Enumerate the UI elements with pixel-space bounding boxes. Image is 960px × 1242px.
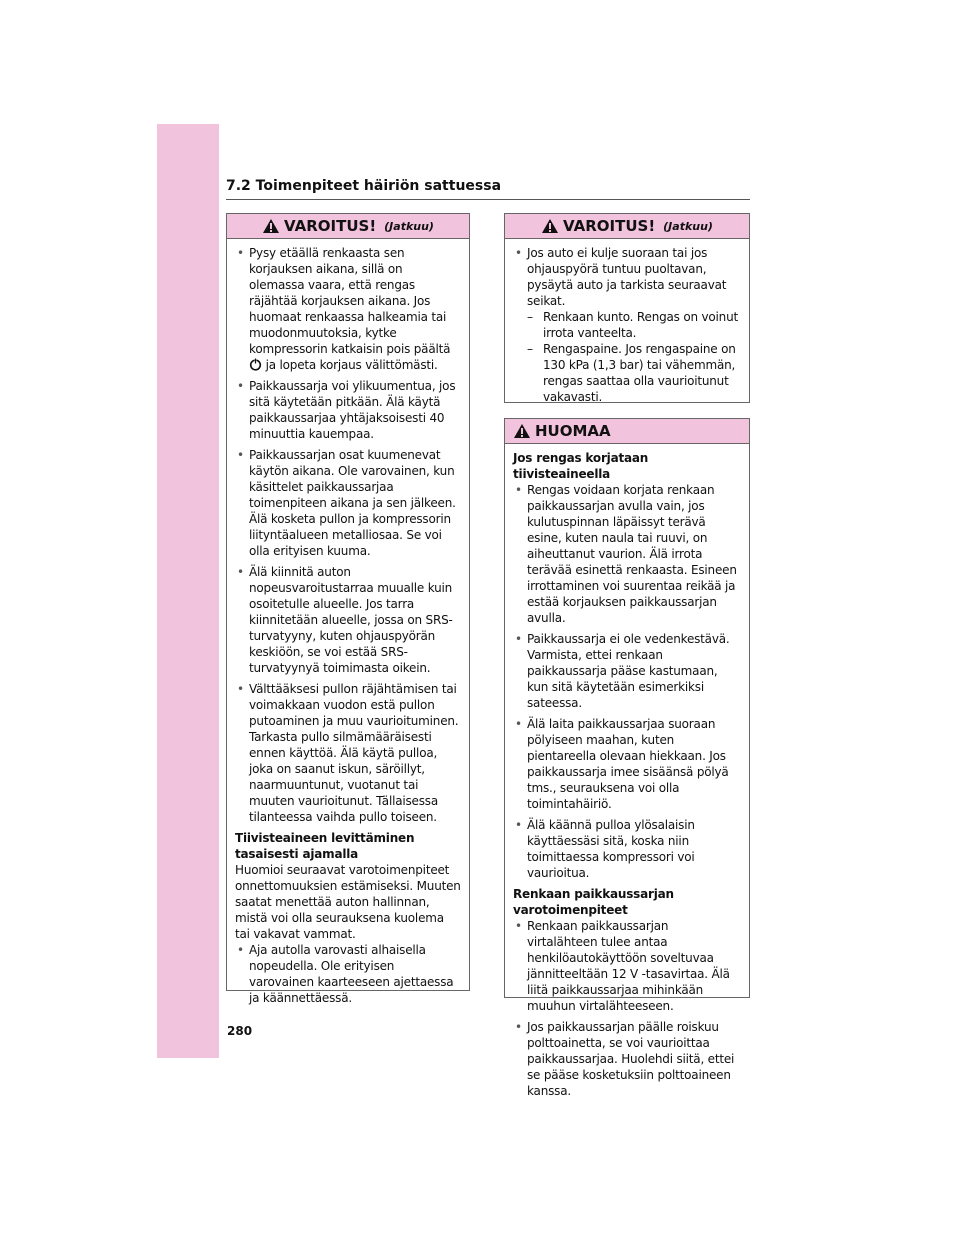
notice-body: [505, 444, 749, 1110]
list-item: • Jos paikkaussarjan päälle roiskuu polttoainetta, se voi vaurioittaa paikkaussarjaa. Huolehdi siitä, ettei se pääse kosketuksiin polttoaineen kanssa.: [513, 1019, 741, 1099]
warning-box-right: [504, 213, 750, 403]
notice-header: [505, 419, 749, 444]
list-item: • Älä käännä pulloa ylösalaisin käyttäessäsi sitä, koska niin toimittaessa kompressori voi vaurioitua.: [513, 817, 741, 881]
subheading: Jos rengas korjataan tiivisteaineella: [513, 451, 649, 481]
power-off-icon: [249, 358, 262, 371]
header-rule: [226, 199, 750, 200]
subheading: Renkaan paikkaussarjan varotoimenpiteet: [513, 887, 674, 917]
list-item: [235, 245, 461, 373]
list-item: • Älä kiinnitä auton nopeusvaroitustarraa muualle kuin osoitetulle alueelle. Jos tarra kiinnitetään alueelle, jossa on SRS-turvatyyny, kuten ohjauspyörän keskiöön, se voi estää SRS-turvatyynyä toimimasta oikein.: [235, 564, 461, 676]
dash-item: – Rengaspaine. Jos rengaspaine on 130 kPa (1,3 bar) tai vähemmän, rengas saattaa olla vaurioitunut vakavasti.: [513, 341, 741, 405]
warning-triangle-icon: [541, 218, 559, 234]
notice-box: [504, 418, 750, 1098]
item-text-cont: ja lopeta korjaus välittömästi.: [262, 358, 438, 372]
warning-continued: (Jatkuu): [384, 219, 434, 233]
item-text: Pysy etäällä renkaasta sen korjauksen aikana, sillä on olemassa vaara, että rengas räjähtää korjauksen aikana. Jos huomaat renkaassa halkeamia tai muodonmuutoksia, kytke kompressorin katkaisin pois päältä: [249, 246, 451, 356]
warning-title: VAROITUS!: [563, 217, 656, 235]
notice-title: HUOMAA: [535, 422, 611, 440]
list-item: • Aja autolla varovasti alhaisella nopeudella. Ole erityisen varovainen kaarteeseen ajettaessa ja käännettäessä.: [235, 942, 461, 1006]
subheading: Tiivisteaineen levittäminen tasaisesti ajamalla: [235, 831, 415, 861]
list-item: • Älä laita paikkaussarjaa suoraan pölyiseen maahan, kuten pientareella olevaan hiekkaan. Jos paikkaussarja imee sisäänsä pölyä tms., seurauksena voi olla toimintahäiriö.: [513, 716, 741, 812]
warning-header: [505, 214, 749, 239]
list-item: • Välttääksesi pullon räjähtämisen tai voimakkaan vuodon estä pullon putoaminen ja muu vaurioituminen. Tarkasta pullo silmämääräisesti ennen käyttöä. Älä käytä pulloa, joka on saanut iskun, säröillyt, naarmuuntunut, vuotanut tai muuten vaurioitunut. Tällaisessa tilanteessa vaihda pullo toiseen.: [235, 681, 461, 825]
list-item: • Rengas voidaan korjata renkaan paikkaussarjan avulla vain, jos kulutuspinnan läpäissyt terävä esine, kuten naula tai ruuvi, on aiheuttanut vaurion. Älä irrota terävää esinettä renkaasta. Esineen irrottaminen voi suurentaa reikää ja estää korjauksen paikkaussarjan avulla.: [513, 482, 741, 626]
list-item: • Jos auto ei kulje suoraan tai jos ohjauspyörä tuntuu puoltavan, pysäytä auto ja tarkista seuraavat seikat.: [513, 245, 741, 309]
warning-box-left: [226, 213, 470, 1005]
warning-triangle-icon: [262, 218, 280, 234]
list-item: • Paikkaussarja ei ole vedenkestävä. Varmista, ettei renkaan paikkaussarja pääse kastumaan, kun sitä käytetään esimerkiksi sateessa.: [513, 631, 741, 711]
warning-body: [227, 239, 469, 1017]
list-item: • Paikkaussarja voi ylikuumentua, jos sitä käytetään pitkään. Älä käytä paikkaussarjaa yhtäjaksoisesti 40 minuuttia kauempaa.: [235, 378, 461, 442]
warning-title: VAROITUS!: [284, 217, 377, 235]
list-item: • Renkaan paikkaussarjan virtalähteen tulee antaa henkilöautokäyttöön soveltuvaa jännitteeltään 12 V -tasavirtaa. Älä liitä paikkaussarjaa mihinkään muuhun virtalähteeseen.: [513, 918, 741, 1014]
pink-tab-strip: [157, 124, 219, 1058]
page-number: 280: [227, 1024, 253, 1038]
warning-body: [505, 239, 749, 411]
warning-continued: (Jatkuu): [663, 219, 713, 233]
warning-header: [227, 214, 469, 239]
section-title: 7.2 Toimenpiteet häiriön sattuessa: [226, 178, 502, 194]
list-item: • Paikkaussarjan osat kuumenevat käytön aikana. Ole varovainen, kun käsittelet paikkaussarjaa toimenpiteen aikana ja sen jälkeen. Älä kosketa pullon ja kompressorin liityntäalueen metalliosaa. Se voi olla erityisen kuuma.: [235, 447, 461, 559]
dash-item: – Renkaan kunto. Rengas on voinut irrota vanteelta.: [513, 309, 741, 341]
warning-triangle-icon: [513, 423, 531, 439]
paragraph: Huomioi seuraavat varotoimenpiteet onnettomuuksien estämiseksi. Muuten saatat menettää auton hallinnan, mistä voi olla seurauksena kuolema tai vakavat vammat.: [235, 863, 461, 941]
